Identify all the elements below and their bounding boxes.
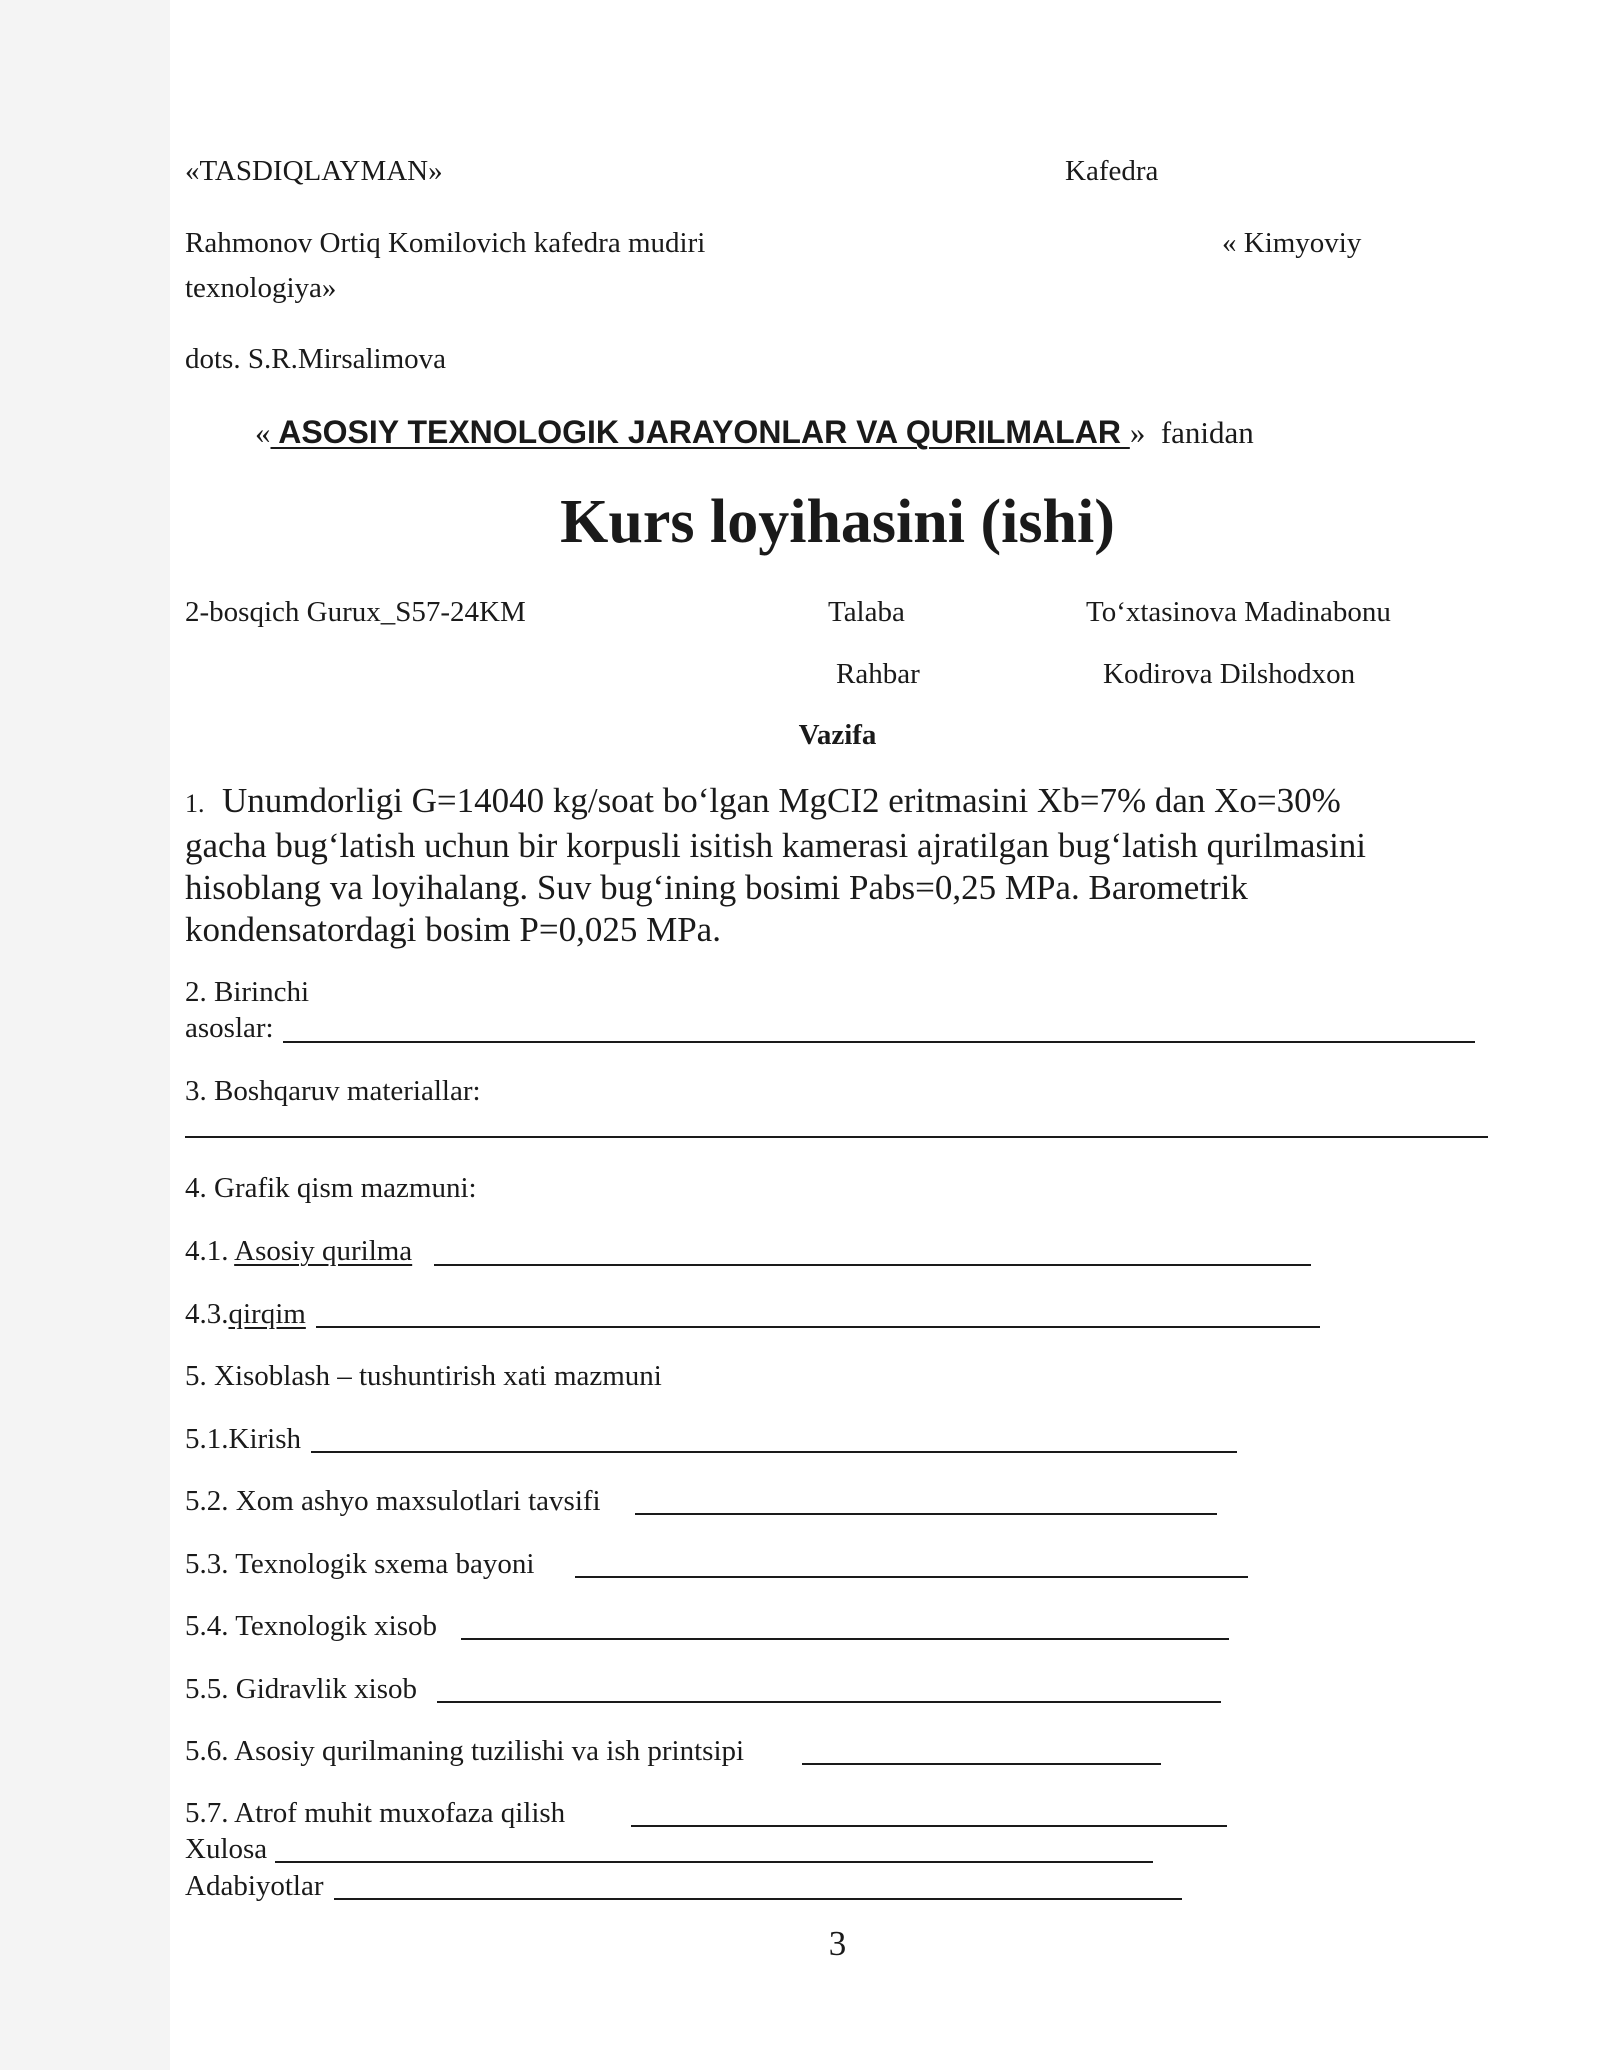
student-label: Talaba — [828, 596, 905, 628]
item-sxema: 5.3. Texnologik sxema bayoni — [185, 1548, 535, 1580]
subject-line — [255, 412, 1254, 453]
subject-close-quote: » — [1129, 415, 1146, 450]
task-description — [185, 780, 1415, 951]
item-texnologik-xisob: 5.4. Texnologik xisob — [185, 1610, 437, 1642]
item-qirqim-label: qirqim — [228, 1298, 306, 1330]
item-xisoblash: 5. Xisoblash – tushuntirish xati mazmuni — [185, 1360, 662, 1392]
item-xulosa: Xulosa — [185, 1833, 268, 1865]
supervisor-label: Rahbar — [836, 658, 920, 690]
fill-line-tuzilishi — [802, 1763, 1161, 1765]
item-xom-ashyo: 5.2. Xom ashyo maxsulotlari tavsifi — [185, 1485, 601, 1517]
task-text: Unumdorligi G=14040 kg/soat bo‘lgan MgCI2 eritmasini Xb=7% dan Xo=30% gacha bug‘latish uchun bir korpusli isitish kamerasi ajratilgan bug‘latish qurilmasini hisoblang va loyihalang. Suv bug‘ining bosimi Pabs=0,25 MPa. Barometrik kondensatordagi bosim P=0,025 MPa. — [185, 781, 1367, 949]
subject-suffix: fanidan — [1160, 415, 1254, 450]
item-tuzilishi: 5.6. Asosiy qurilmaning tuzilishi va ish printsipi — [185, 1735, 745, 1767]
student-name: To‘xtasinova Madinabonu — [1086, 596, 1391, 628]
item-qirqim-number: 4.3. — [185, 1298, 229, 1330]
subject-name: ASOSIY TEXNOLOGIK JARAYONLAR VA QURILMALAR — [270, 414, 1130, 450]
item-boshqaruv: 3. Boshqaruv materiallar: — [185, 1075, 481, 1107]
head-of-department: Rahmonov Ortiq Komilovich kafedra mudiri — [185, 227, 706, 259]
task-heading: Vazifa — [798, 719, 877, 751]
item-gidravlik: 5.5. Gidravlik xisob — [185, 1673, 417, 1705]
document-title: Kurs loyihasini (ishi) — [560, 488, 1115, 556]
fill-line-qurilma — [434, 1264, 1311, 1266]
department-name-start: « Kimyoviy — [1222, 227, 1362, 259]
task-number: 1. — [185, 789, 205, 818]
item-adabiyotlar: Adabiyotlar — [185, 1870, 324, 1902]
approval-heading: «TASDIQLAYMAN» — [185, 155, 443, 187]
item-birinchi: 2. Birinchi — [185, 976, 310, 1008]
item-asoslar: asoslar: — [185, 1012, 274, 1044]
fill-line-texnologik-xisob — [461, 1638, 1229, 1640]
page-number: 3 — [828, 1924, 847, 1963]
subject-open-quote: « — [255, 415, 271, 450]
fill-line-gidravlik — [437, 1701, 1221, 1703]
supervisor-name: Kodirova Dilshodxon — [1103, 658, 1356, 690]
fill-line-asoslar — [283, 1041, 1475, 1043]
item-qurilma-number: 4.1. — [185, 1235, 235, 1267]
fill-line-sxema — [575, 1576, 1248, 1578]
item-kirish: 5.1.Kirish — [185, 1423, 301, 1455]
item-qurilma-label: Asosiy qurilma — [234, 1235, 413, 1267]
fill-line-xulosa — [275, 1861, 1153, 1863]
fill-line-kirish — [311, 1451, 1237, 1453]
item-qirqim — [185, 1296, 306, 1332]
fill-line-adabiyotlar — [334, 1898, 1182, 1900]
docent-name: dots. S.R.Mirsalimova — [185, 343, 447, 375]
fill-line-atrof-muhit — [631, 1825, 1227, 1827]
fill-line-boshqaruv — [185, 1136, 1488, 1138]
fill-line-qirqim — [316, 1326, 1320, 1328]
item-qurilma — [185, 1233, 412, 1269]
group-label: 2-bosqich Gurux_S57-24KM — [185, 596, 526, 628]
department-name-end: texnologiya» — [185, 272, 337, 304]
item-grafik: 4. Grafik qism mazmuni: — [185, 1172, 477, 1204]
kafedra-label: Kafedra — [1065, 155, 1159, 187]
item-atrof-muhit: 5.7. Atrof muhit muxofaza qilish — [185, 1797, 566, 1829]
fill-line-xom-ashyo — [635, 1513, 1217, 1515]
